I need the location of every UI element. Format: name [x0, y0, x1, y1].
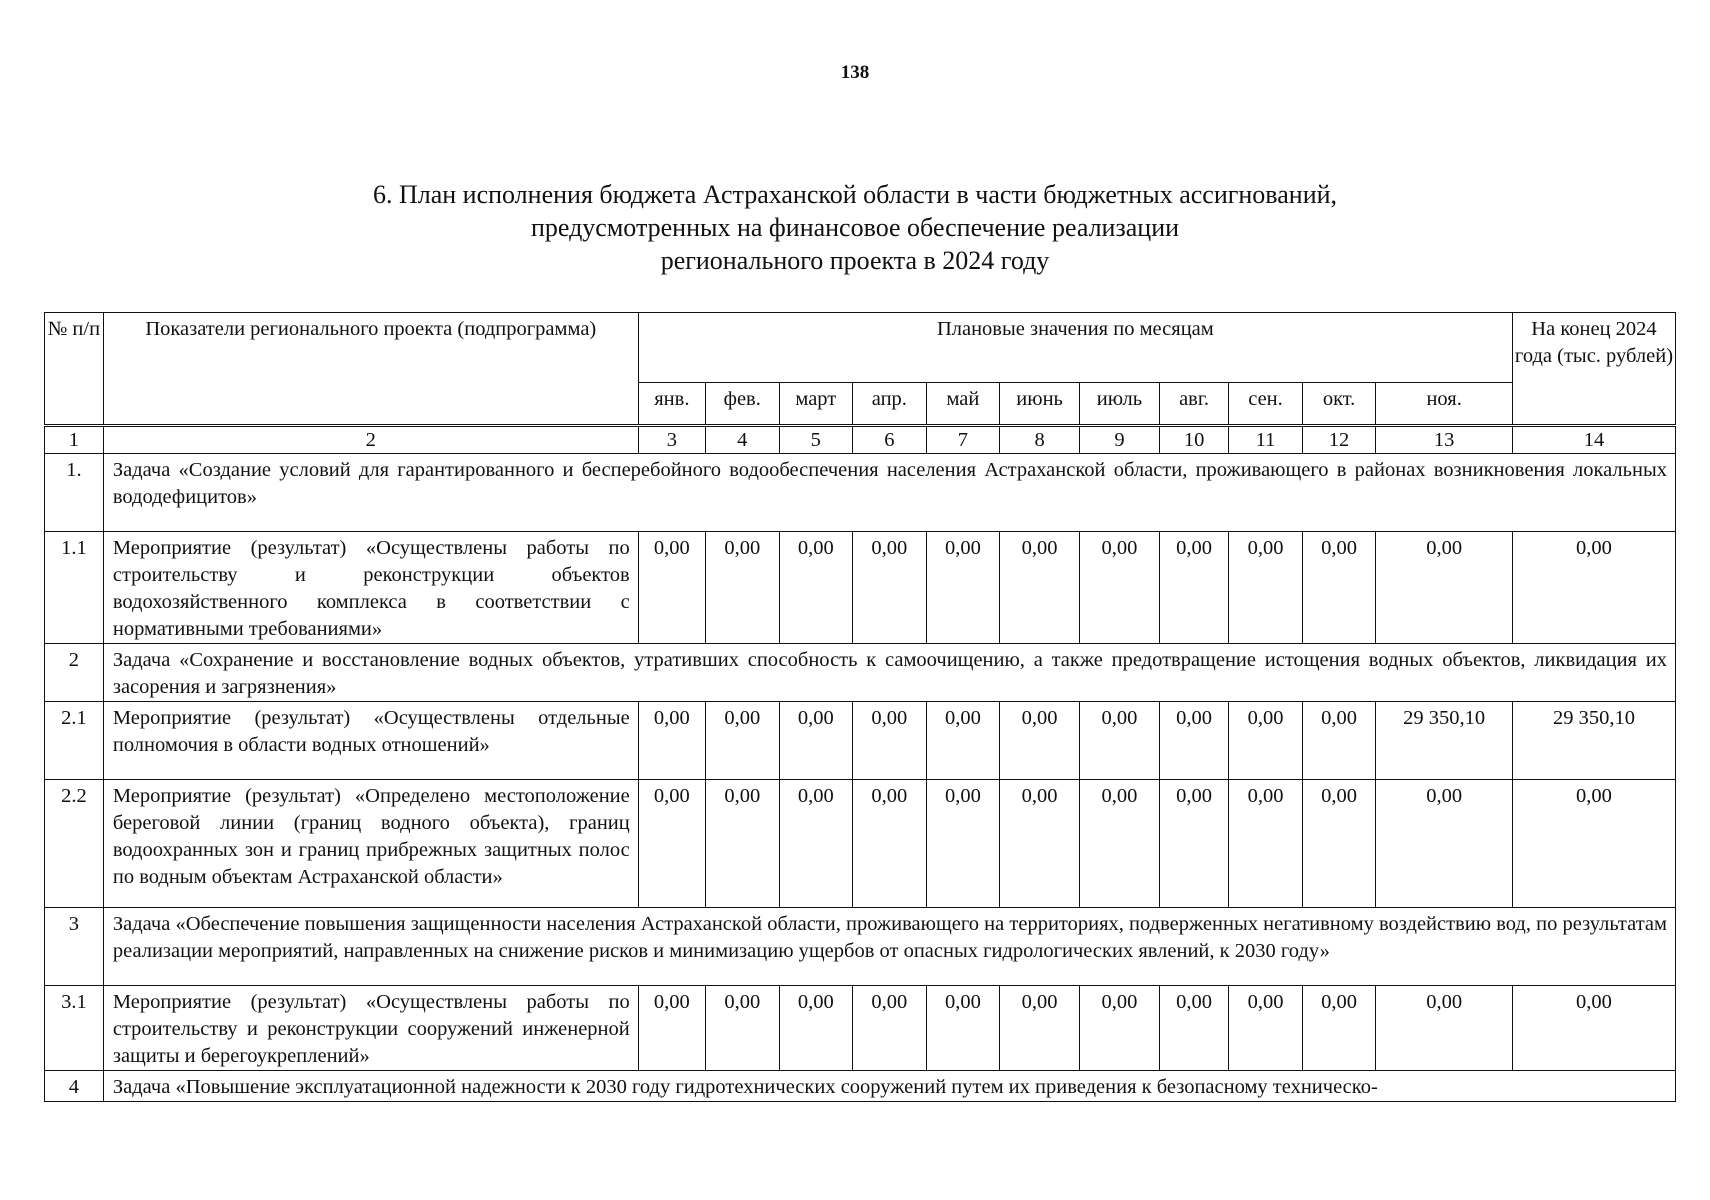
column-numbers-row	[45, 426, 1676, 454]
column-number: 4	[705, 426, 779, 454]
table-body	[45, 454, 1676, 1102]
row-number: 2	[45, 644, 104, 702]
row-number: 2.2	[45, 780, 104, 908]
document-title	[0, 178, 1710, 277]
column-number: 9	[1080, 426, 1160, 454]
column-number: 10	[1159, 426, 1228, 454]
month-value: 0,00	[705, 702, 779, 780]
month-value: 0,00	[1000, 532, 1080, 644]
month-value: 0,00	[638, 780, 705, 908]
month-value: 0,00	[779, 780, 853, 908]
month-value: 0,00	[1302, 532, 1376, 644]
month-value: 0,00	[1159, 986, 1228, 1071]
row-number: 2.1	[45, 702, 104, 780]
month-value: 0,00	[1376, 780, 1513, 908]
month-value: 0,00	[638, 986, 705, 1071]
task-row	[45, 1071, 1676, 1102]
month-value: 0,00	[1302, 986, 1376, 1071]
month-value: 0,00	[1229, 702, 1303, 780]
total-value: 29 350,10	[1512, 702, 1675, 780]
month-value: 0,00	[853, 702, 927, 780]
month-value: 0,00	[926, 532, 1000, 644]
column-number: 14	[1512, 426, 1675, 454]
month-value: 0,00	[638, 702, 705, 780]
measure-text: Мероприятие (результат) «Определено местоположение береговой линии (границ водного объекта), границ водоохранных зон и границ прибрежных защитных полос по водным объектам Астраханской области»	[103, 780, 638, 908]
title-line-3: регионального проекта в 2024 году	[660, 246, 1050, 275]
budget-plan-table-wrapper	[44, 312, 1676, 1102]
month-value: 0,00	[926, 986, 1000, 1071]
header-month: янв.	[638, 383, 705, 426]
total-value: 0,00	[1512, 986, 1675, 1071]
header-indicator: Показатели регионального проекта (подпрограмма)	[103, 313, 638, 426]
measure-text: Мероприятие (результат) «Осуществлены работы по строительству и реконструкции объектов водохозяйственного комплекса в соответствии с нормативными требованиями»	[103, 532, 638, 644]
month-value: 0,00	[705, 532, 779, 644]
measure-text: Мероприятие (результат) «Осуществлены отдельные полномочия в области водных отношений»	[103, 702, 638, 780]
task-row	[45, 644, 1676, 702]
column-number: 11	[1229, 426, 1303, 454]
measure-row	[45, 702, 1676, 780]
column-number: 7	[926, 426, 1000, 454]
measure-text: Мероприятие (результат) «Осуществлены работы по строительству и реконструкции сооружений инженерной защиты и берегоукреплений»	[103, 986, 638, 1071]
header-month: июль	[1080, 383, 1160, 426]
header-month: фев.	[705, 383, 779, 426]
task-text: Задача «Обеспечение повышения защищенности населения Астраханской области, проживающего на территориях, подверженных негативному воздействию вод, по результатам реализации мероприятий, направленных на снижение рисков и минимизацию ущербов от опасных гидрологических явлений, к 2030 году»	[103, 908, 1675, 986]
measure-row	[45, 986, 1676, 1071]
task-text: Задача «Сохранение и восстановление водных объектов, утративших способность к самоочищению, а также предотвращение истощения водных объектов, ликвидация их засорения и загрязнения»	[103, 644, 1675, 702]
task-row	[45, 454, 1676, 532]
header-month: авг.	[1159, 383, 1228, 426]
total-value: 0,00	[1512, 780, 1675, 908]
budget-plan-table	[44, 312, 1676, 1102]
row-number: 1.1	[45, 532, 104, 644]
month-value: 0,00	[1229, 532, 1303, 644]
month-value: 0,00	[1159, 780, 1228, 908]
column-number: 8	[1000, 426, 1080, 454]
title-line-1: 6. План исполнения бюджета Астраханской области в части бюджетных ассигнований,	[372, 180, 1338, 209]
page-number: 138	[840, 62, 870, 83]
month-value: 0,00	[705, 780, 779, 908]
month-value: 0,00	[853, 532, 927, 644]
header-month: окт.	[1302, 383, 1376, 426]
month-value: 0,00	[926, 780, 1000, 908]
month-value: 0,00	[1080, 780, 1160, 908]
month-value: 0,00	[1229, 780, 1303, 908]
month-value: 0,00	[638, 532, 705, 644]
measure-row	[45, 780, 1676, 908]
month-value: 0,00	[1080, 702, 1160, 780]
month-value: 0,00	[1229, 986, 1303, 1071]
task-text: Задача «Создание условий для гарантированного и бесперебойного водообеспечения населения Астраханской области, проживающего в районах возникновения локальных вододефицитов»	[103, 454, 1675, 532]
month-value: 0,00	[1080, 986, 1160, 1071]
month-value: 0,00	[926, 702, 1000, 780]
column-number: 12	[1302, 426, 1376, 454]
row-number: 3	[45, 908, 104, 986]
month-value: 0,00	[1159, 532, 1228, 644]
measure-row	[45, 532, 1676, 644]
header-month: май	[926, 383, 1000, 426]
month-value: 0,00	[1000, 780, 1080, 908]
month-value: 0,00	[1159, 702, 1228, 780]
header-month: ноя.	[1376, 383, 1513, 426]
task-row	[45, 908, 1676, 986]
month-value: 0,00	[1302, 780, 1376, 908]
header-month: сен.	[1229, 383, 1303, 426]
month-value: 0,00	[1000, 986, 1080, 1071]
header-plan-by-month: Плановые значения по месяцам	[638, 313, 1512, 383]
column-number: 3	[638, 426, 705, 454]
column-number: 1	[45, 426, 104, 454]
header-month: апр.	[853, 383, 927, 426]
header-total: На конец 2024 года (тыс. рублей)	[1512, 313, 1675, 426]
month-value: 0,00	[1080, 532, 1160, 644]
month-value: 0,00	[779, 532, 853, 644]
month-value: 0,00	[1302, 702, 1376, 780]
column-number: 13	[1376, 426, 1513, 454]
column-number: 6	[853, 426, 927, 454]
month-value: 0,00	[853, 986, 927, 1071]
month-value: 0,00	[1000, 702, 1080, 780]
task-text: Задача «Повышение эксплуатационной надежности к 2030 году гидротехнических сооружений путем их приведения к безопасному техническо-	[103, 1071, 1675, 1102]
month-value: 0,00	[853, 780, 927, 908]
column-number: 5	[779, 426, 853, 454]
month-value: 29 350,10	[1376, 702, 1513, 780]
title-line-2: предусмотренных на финансовое обеспечение реализации	[530, 213, 1180, 242]
row-number: 3.1	[45, 986, 104, 1071]
header-month: март	[779, 383, 853, 426]
month-value: 0,00	[779, 986, 853, 1071]
month-value: 0,00	[1376, 532, 1513, 644]
header-num: № п/п	[45, 313, 104, 426]
month-value: 0,00	[779, 702, 853, 780]
total-value: 0,00	[1512, 532, 1675, 644]
column-number: 2	[103, 426, 638, 454]
header-month: июнь	[1000, 383, 1080, 426]
row-number: 4	[45, 1071, 104, 1102]
month-value: 0,00	[705, 986, 779, 1071]
month-value: 0,00	[1376, 986, 1513, 1071]
row-number: 1.	[45, 454, 104, 532]
